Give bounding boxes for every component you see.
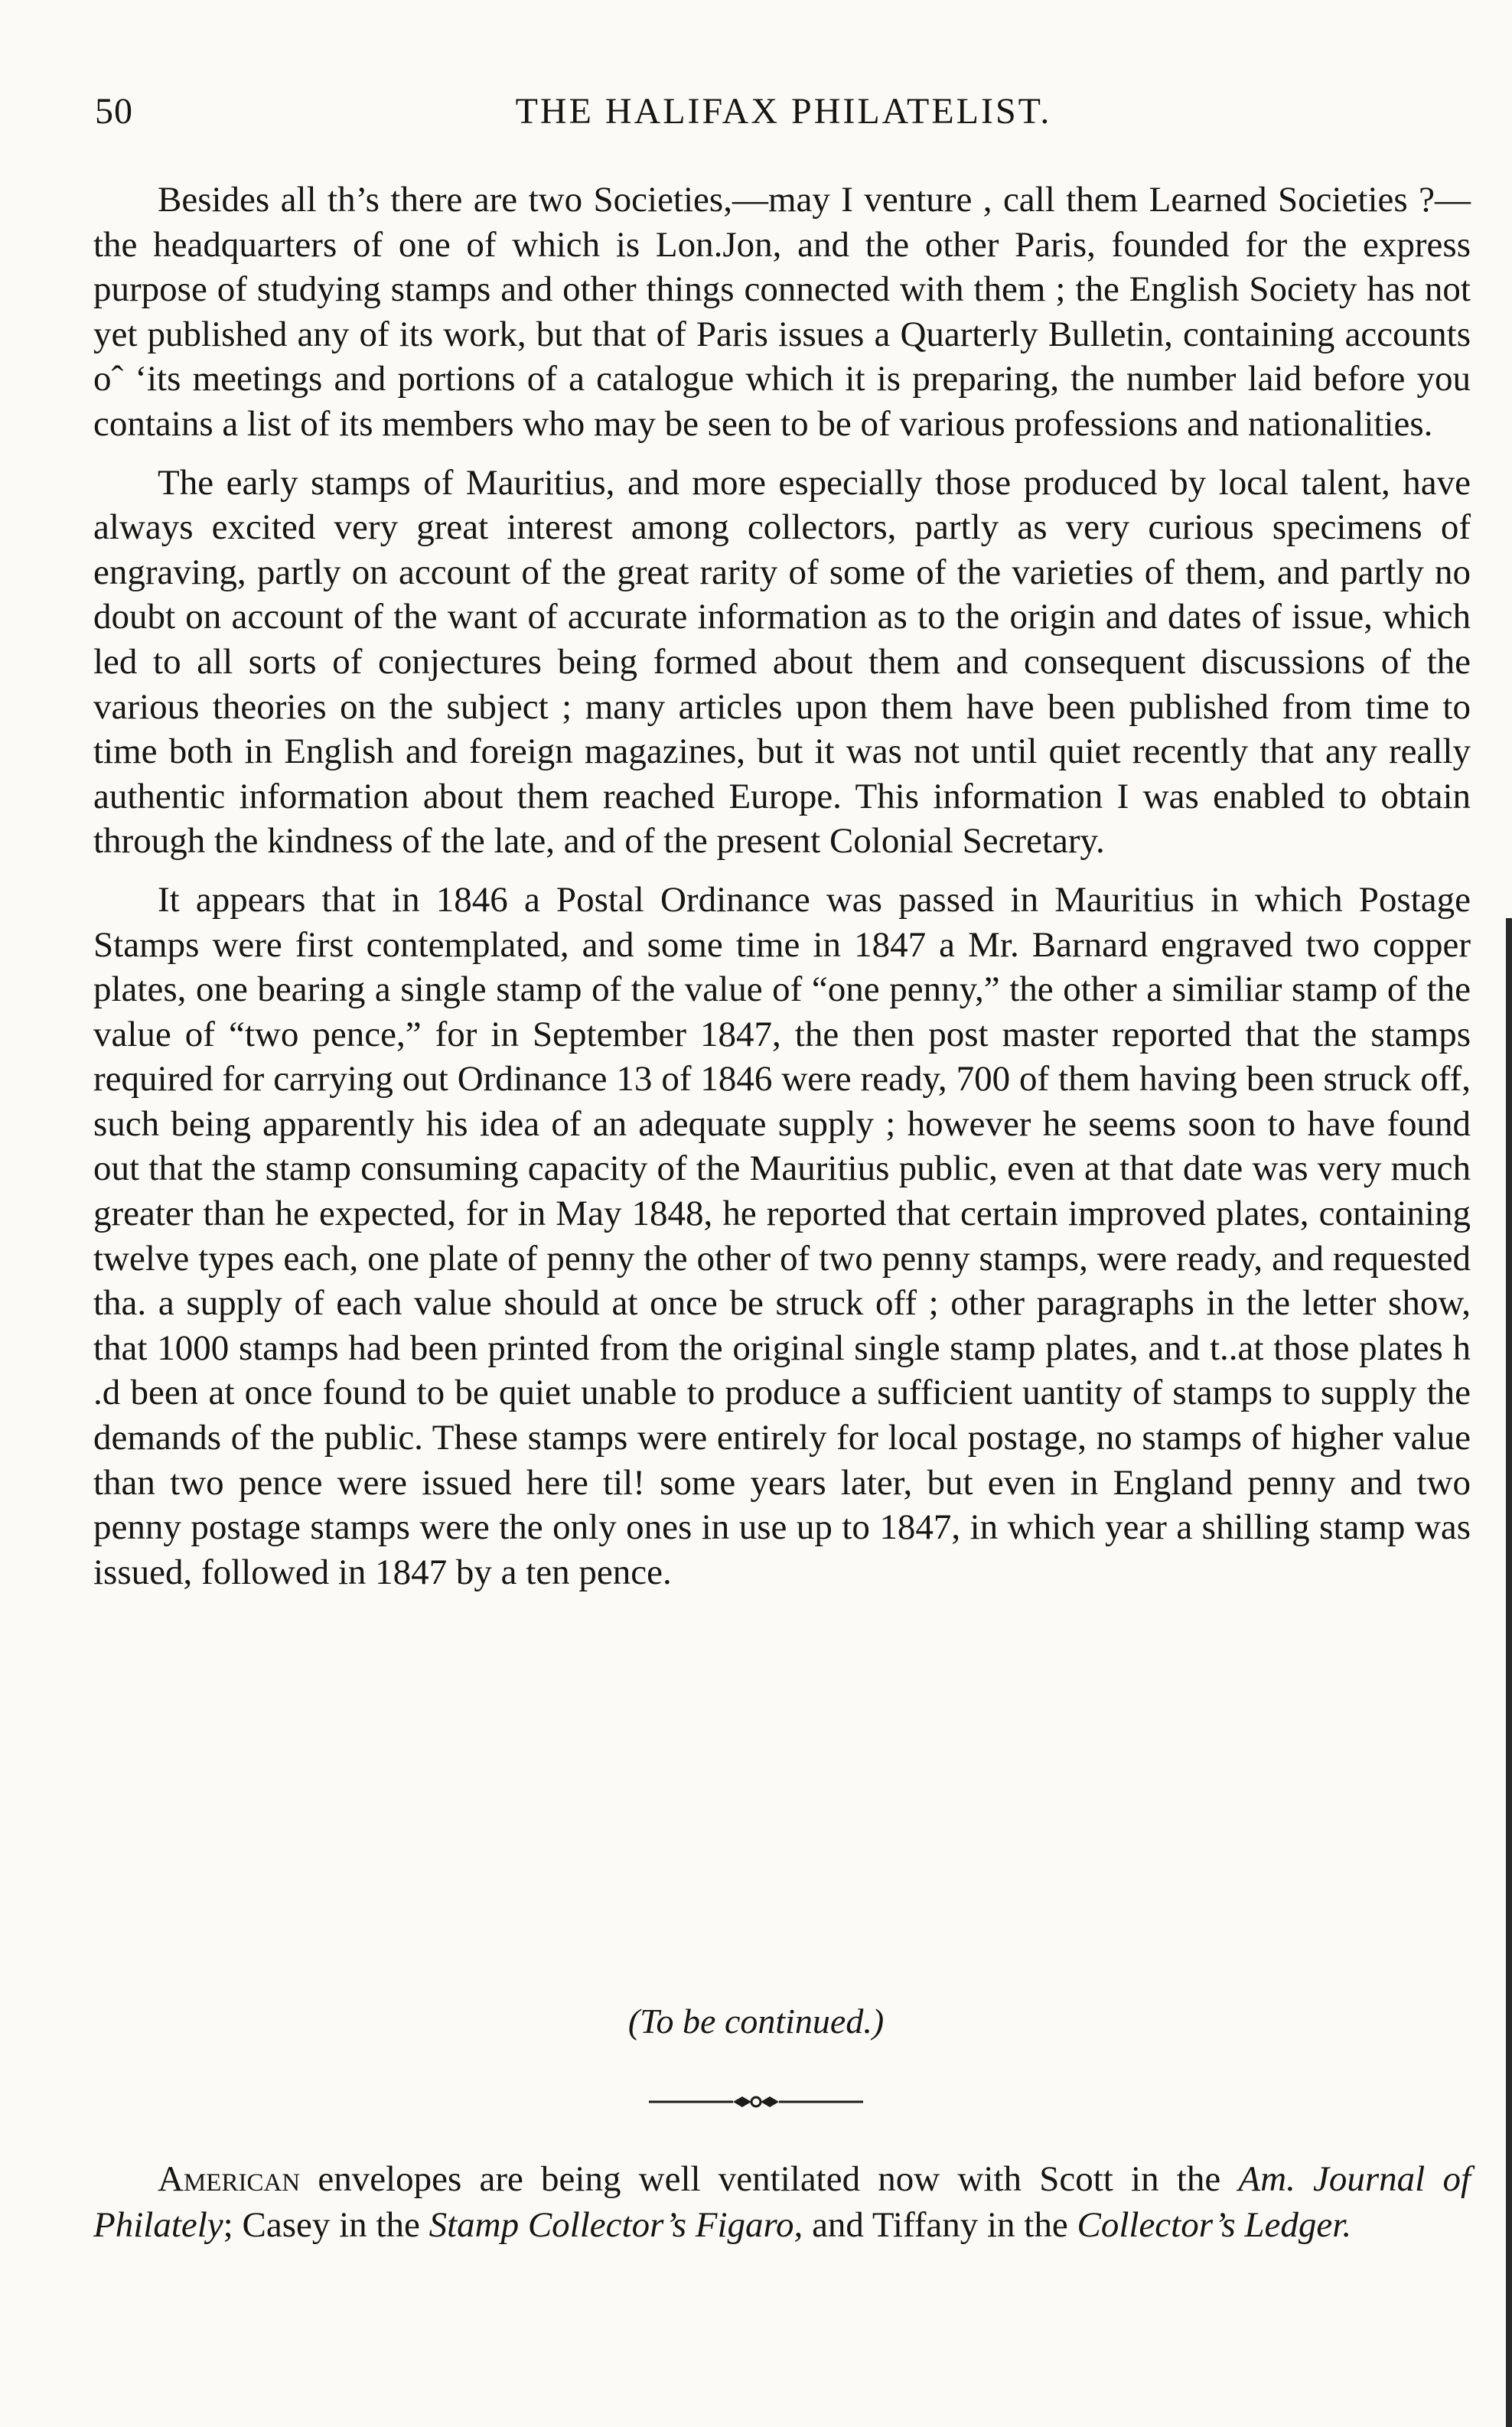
paragraph-postal-ordinance: It appears that in 1846 a Postal Ordinance was passed in Mauritius in which Postage Stamps were first contemplated, and some time in 1847 a Mr. Barnard engraved two copper plates, one bearing a single stamp of the value of “one penny,” the other a similiar stamp of the value of “two pence,” for in September 1847, the then post master reported that the stamps required for carrying out Ordinance 13 of 1846 were ready, 700 of them having been struck off, such being apparently his idea of an adequate supply ; however he seems soon to have found out that the stamp consuming capacity of the Mauritius public, even at that date was very much greater than he expected, for in May 1848, he reported that certain improved plates, containing twelve types each, one plate of penny the other of two penny stamps, were ready, and requested tha. a supply of each value should at once be struck off ; other paragraphs in the letter show, that 1000 stamps had been printed from the original single stamp plates, and t..at those plates h .d been at once found to be quiet unable to produce a sufficient uantity of stamps to supply the demands of the public. These stamps were entirely for local postage, no stamps of higher value than two pence were issued here til! some years later, but even in England penny and two penny postage stamps were the only ones in use up to 1847, in which year a shilling stamp was issued, followed in 1847 by a ten pence. xyxy=(93,879,1471,1592)
page-number: 50 xyxy=(95,91,133,132)
note-text-2: ; Casey in the xyxy=(223,2205,429,2245)
paragraph-mauritius-stamps: The early stamps of Mauritius, and more especially those produced by local talent, have always excited very great interest among collectors, partly as very curious specimens of engraving, partly on account of the great rarity of some of the varieties of them, and partly no doubt on account of the want of accurate information as to the origin and dates of issue, which led to all sorts of conjectures being formed about them and consequent discussions of the various theories on the subject ; many articles upon them have been published from time to time both in English and foreign magazines, but it was not until quiet recently that any really authentic information about them reached Europe. This information I was enabled to obtain through the kindness of the late, and of the present Colonial Secretary. xyxy=(93,462,1471,862)
article-body xyxy=(93,178,1471,1608)
page-header xyxy=(95,90,1472,144)
note-text-1: envelopes are being well ventilated now with Scott in the xyxy=(300,2159,1239,2199)
divider-ornament xyxy=(641,2090,871,2113)
note-publication-2: Stamp Collector’s Figaro, xyxy=(429,2205,803,2245)
to-be-continued: (To be continued.) xyxy=(627,2002,885,2041)
note-publication-1: Am. Journal of Philately xyxy=(93,2159,1471,2245)
paragraph-societies: Besides all th’s there are two Societies,—may I venture , call them Learned Societies ?—the headquarters of one of which is Lon.Jon, and the other Paris, founded for the express purpose of studying stamps and other things connected with them ; the English Society has not yet published any of its work, but that of Paris issues a Quarterly Bulletin, containing accounts oˆ ‘its meetings and portions of a catalogue which it is preparing, the number laid before you contains a list of its members who may be seen to be of various professions and nationalities. xyxy=(93,180,1471,444)
note-publication-3: Collector’s Ledger. xyxy=(1077,2205,1352,2245)
note-text-3: and Tiffany in the xyxy=(803,2205,1077,2245)
note-lead-word: American xyxy=(158,2159,301,2199)
page-edge-shadow xyxy=(1506,918,1512,2427)
running-title: THE HALIFAX PHILATELIST. xyxy=(515,91,1052,132)
note-american-envelopes xyxy=(93,2156,1471,2248)
